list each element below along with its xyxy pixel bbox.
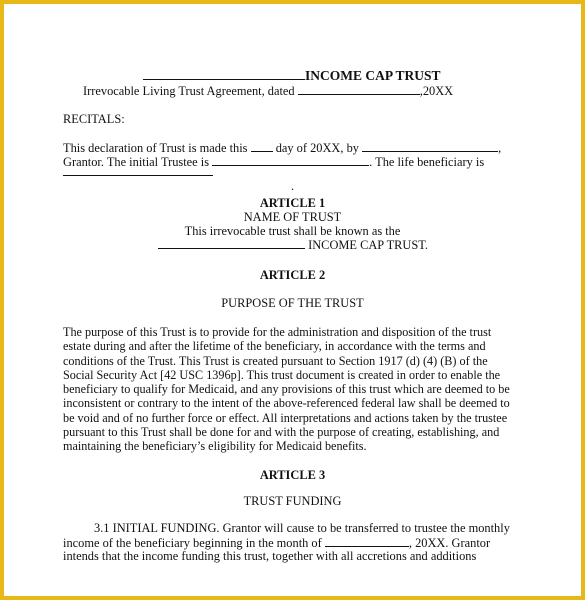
paragraph-line: Social Security Act [42 USC 1396p]. This trust document is created in order to enable the: [63, 367, 501, 382]
article-1-line-2: [158, 237, 428, 252]
recitals-comma: ,: [498, 141, 502, 155]
paragraph-line: pursuant to this Trust shall be done for and with the purpose of creating, establishing, and: [63, 425, 500, 440]
document-title: INCOME CAP TRUST: [305, 68, 441, 83]
paragraph-line: maintaining the beneficiary’s eligibility for Medicaid benefits.: [63, 439, 367, 454]
recitals-line-3: [63, 164, 213, 179]
trust-name-blank[interactable]: [143, 68, 305, 80]
paragraph-line: beneficiary to qualify for Medicaid, and any provisions of this trust which are deemed to be: [63, 382, 510, 397]
trust-name-blank-2[interactable]: [158, 237, 305, 249]
article-3-name: TRUST FUNDING: [243, 494, 342, 508]
article-1-line-1: This irrevocable trust shall be known as the: [184, 224, 401, 238]
date-blank[interactable]: [298, 83, 420, 95]
day-blank[interactable]: [251, 140, 273, 152]
article-1-trust-name: INCOME CAP TRUST.: [308, 238, 429, 252]
month-blank[interactable]: [325, 535, 409, 547]
article-2-paragraph: [63, 325, 525, 454]
trustee-blank[interactable]: [212, 154, 369, 166]
recitals-line-1: [63, 140, 501, 155]
subtitle-year: ,20XX: [419, 84, 454, 98]
article-3-text: , 20XX. Grantor: [408, 536, 491, 550]
grantor-blank[interactable]: [362, 140, 498, 152]
document-page: [4, 4, 581, 596]
recitals-text: This declaration of Trust is made this: [63, 141, 248, 155]
recitals-heading: RECITALS:: [63, 112, 125, 126]
paragraph-line: inconsistent or contrary to the intent of the above-referenced federal law shall be deemed to: [63, 396, 510, 411]
bottom-fade: [4, 574, 581, 596]
paragraph-line: estate during and after the lifetime of the beneficiary, in accordance with the terms and: [63, 339, 486, 354]
beneficiary-blank[interactable]: [63, 164, 213, 176]
article-3-line-1: 3.1 INITIAL FUNDING. Grantor will cause to be transferred to trustee the monthly: [94, 521, 510, 535]
recitals-text: . The life beneficiary is: [369, 155, 485, 169]
paragraph-line: The purpose of this Trust is to provide for the administration and disposition of the trust: [63, 325, 492, 339]
article-3-text: income of the beneficiary beginning in the month of: [63, 536, 322, 550]
subtitle-line: [83, 83, 453, 98]
recitals-text: Grantor. The initial Trustee is: [63, 155, 210, 169]
paragraph-line: conditions of the Trust. This Trust is created pursuant to Section 1917 (d) (4) (B) of the: [63, 353, 488, 368]
article-1-heading: ARTICLE 1: [259, 196, 326, 210]
paragraph-line: be void and of no further force or effect. All interpretations and actions taken by the trustee: [63, 410, 508, 425]
stray-dot: .: [291, 179, 295, 193]
title-line: [143, 68, 441, 83]
recitals-text: day of 20XX, by: [275, 141, 359, 155]
article-2-heading: ARTICLE 2: [259, 268, 326, 282]
article-1-name: NAME OF TRUST: [243, 210, 342, 224]
article-3-line-3: intends that the income funding this trust, together with all accretions and additions: [63, 549, 477, 563]
article-3-heading: ARTICLE 3: [259, 468, 326, 482]
article-2-name: PURPOSE OF THE TRUST: [221, 296, 364, 310]
subtitle-text: Irrevocable Living Trust Agreement, dated: [83, 84, 295, 98]
article-3-line-2: [63, 535, 490, 550]
